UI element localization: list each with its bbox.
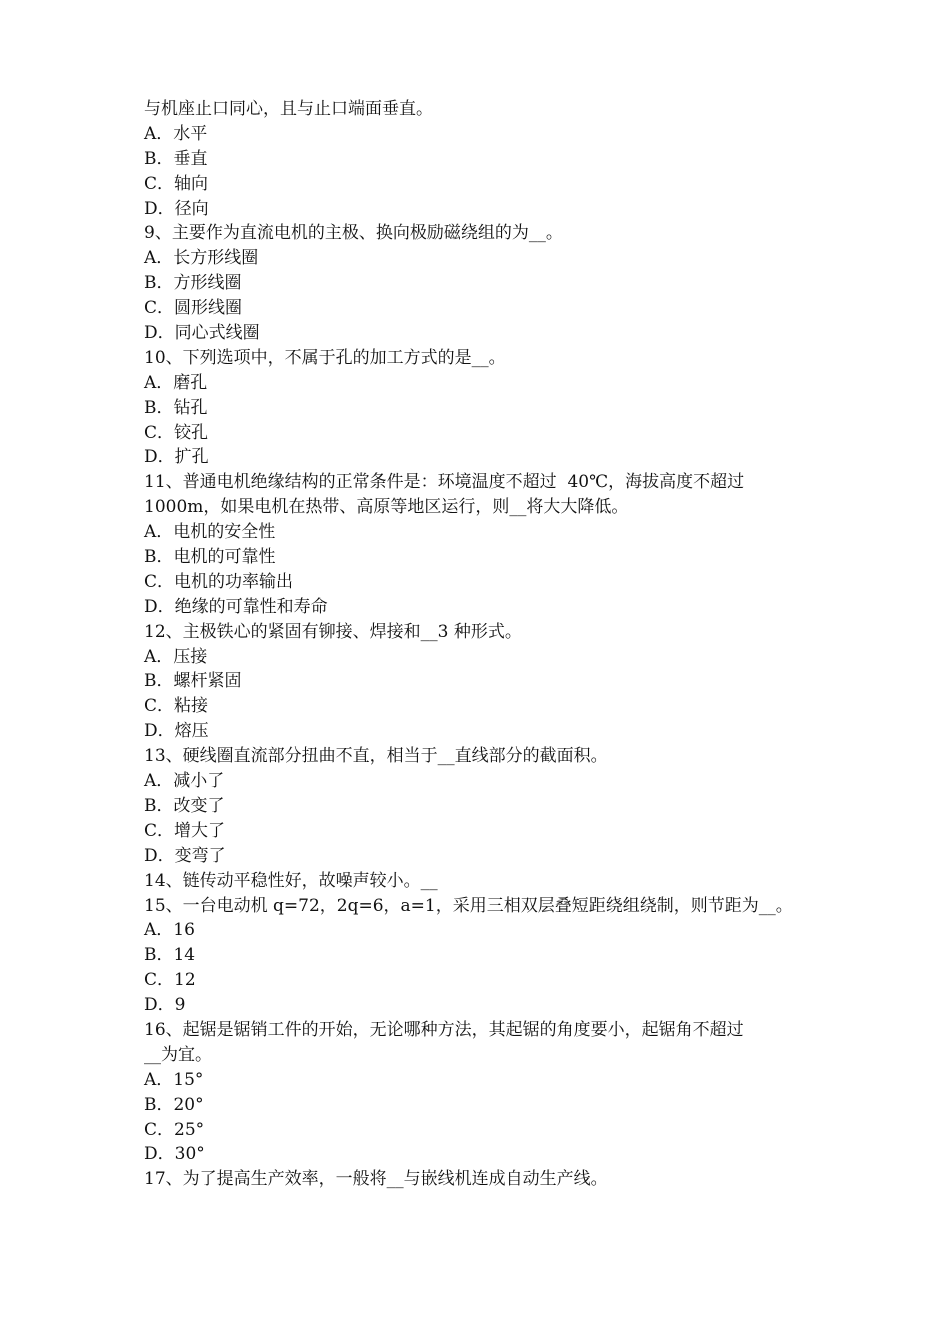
option-line: C．轴向: [144, 173, 209, 194]
document-body: [144, 97, 824, 1192]
question-line: __为宜。: [144, 1044, 212, 1065]
option-line: B．方形线圈: [144, 273, 242, 294]
option-line: C．12: [144, 970, 196, 991]
option-line: B．垂直: [144, 148, 208, 169]
question-line: 17、为了提高生产效率，一般将__与嵌线机连成自动生产线。: [144, 1169, 608, 1190]
question-line: 10、下列选项中，不属于孔的加工方式的是__。: [144, 347, 506, 368]
option-line: D．径向: [144, 198, 209, 219]
option-line: D．30°: [144, 1144, 205, 1165]
option-line: D．绝缘的可靠性和寿命: [144, 596, 328, 617]
option-line: B．螺杆紧固: [144, 671, 242, 692]
question-line: 16、起锯是锯销工件的开始，无论哪种方法，其起锯的角度要小，起锯角不超过: [144, 1019, 744, 1040]
option-line: C．25°: [144, 1119, 205, 1140]
question-line: 9、主要作为直流电机的主极、换向极励磁绕组的为__。: [144, 223, 563, 244]
option-line: D．9: [144, 995, 186, 1016]
option-line: D．扩孔: [144, 447, 209, 468]
option-line: B．改变了: [144, 795, 225, 816]
option-line: B．20°: [144, 1094, 204, 1115]
option-line: D．变弯了: [144, 845, 226, 866]
option-line: A．长方形线圈: [144, 248, 259, 269]
option-line: C．圆形线圈: [144, 298, 243, 319]
question-line: 11、普通电机绝缘结构的正常条件是：环境温度不超过 40℃，海拔高度不超过: [144, 472, 745, 493]
option-line: A．磨孔: [144, 372, 208, 393]
option-line: B．14: [144, 945, 196, 966]
option-line: A．15°: [144, 1069, 204, 1090]
option-line: A．压接: [144, 646, 208, 667]
option-line: C．铰孔: [144, 422, 209, 443]
option-line: A．电机的安全性: [144, 522, 276, 543]
option-line: C．增大了: [144, 820, 226, 841]
option-line: D．熔压: [144, 721, 209, 742]
option-line: A．水平: [144, 123, 208, 144]
option-line: A．减小了: [144, 771, 225, 792]
option-line: D．同心式线圈: [144, 323, 260, 344]
option-line: C．电机的功率输出: [144, 571, 294, 592]
question-line: 12、主极铁心的紧固有铆接、焊接和__3 种形式。: [144, 621, 522, 642]
question-line: 13、硬线圈直流部分扭曲不直，相当于__直线部分的截面积。: [144, 746, 608, 767]
option-line: B．电机的可靠性: [144, 547, 276, 568]
question-line: 15、一台电动机 q=72，2q=6，a=1，采用三相双层叠短距绕组绕制，则节距为__。: [144, 895, 793, 916]
text-line: 与机座止口同心，且与止口端面垂直。: [144, 99, 433, 119]
question-line: 1000m，如果电机在热带、高原等地区运行，则__将大大降低。: [144, 497, 629, 518]
option-line: C．粘接: [144, 696, 209, 717]
question-line: 14、链传动平稳性好，故噪声较小。__: [144, 870, 438, 891]
option-line: A．16: [144, 920, 195, 941]
option-line: B．钻孔: [144, 397, 208, 418]
